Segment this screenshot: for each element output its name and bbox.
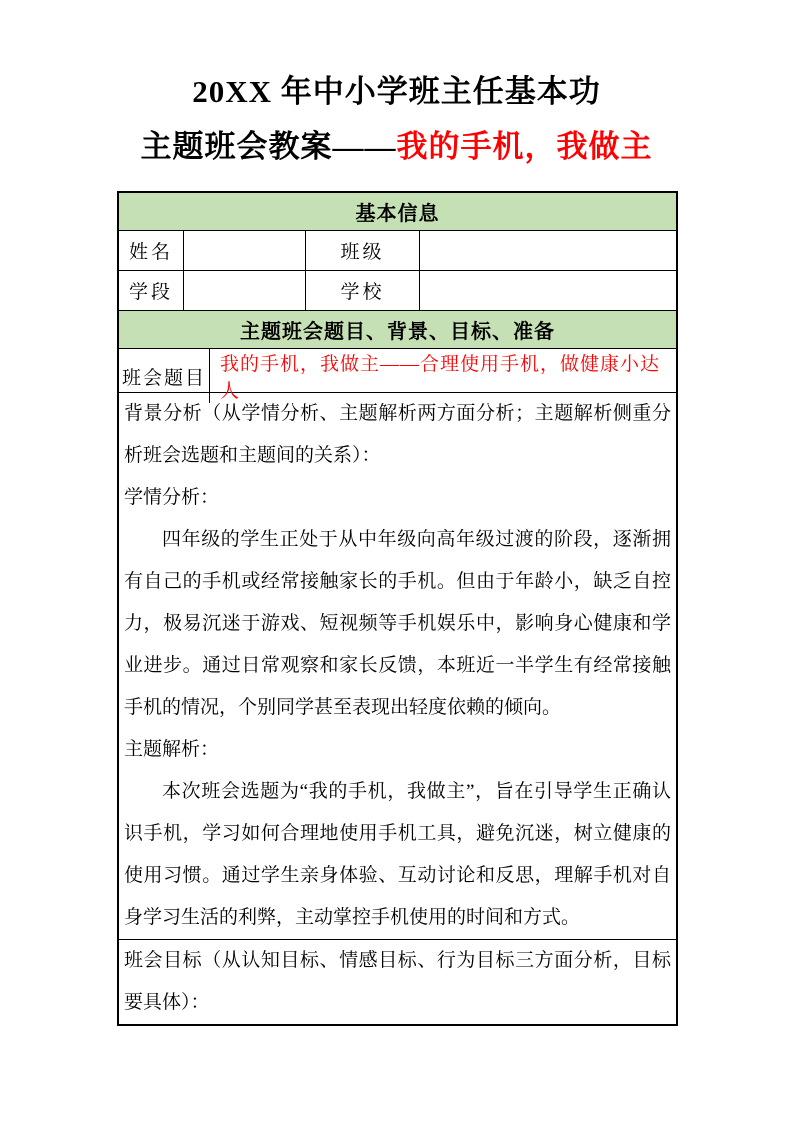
topic-label: 班会题目: [119, 349, 210, 403]
title-line-1: 20XX 年中小学班主任基本功: [192, 74, 601, 109]
stage-label: 学段: [119, 271, 184, 310]
topic-value: 我的手机，我做主——合理使用手机，做健康小达人: [220, 354, 661, 402]
section-header-topic-label: 主题班会题目、背景、目标、准备: [240, 321, 555, 343]
section-header-topic: [119, 311, 676, 349]
background-analysis-cell: [119, 393, 676, 940]
goals-heading: 班会目标（从认知目标、情感目标、行为目标三方面分析，目标要具体）：: [124, 950, 671, 1013]
section-header-basic-info: [119, 193, 676, 231]
class-label: 班级: [306, 231, 420, 270]
name-label: 姓名: [119, 231, 184, 270]
situation-analysis-text: 四年级的学生正处于从中年级向高年级过渡的阶段，逐渐拥有自己的手机或经常接触家长的手机。但由于年龄小，缺乏自控力，极易沉迷于游戏、短视频等手机娱乐中，影响身心健康和学业进步。通过日常观察和家长反馈，本班近一半学生有经常接触手机的情况，个别同学甚至表现出轻度依赖的倾向。: [124, 529, 671, 718]
theme-analysis-text: 本次班会选题为“我的手机，我做主”，旨在引导学生正确认识手机，学习如何合理地使用手机工具，避免沉迷，树立健康的使用习惯。通过学生亲身体验、互动讨论和反思，理解手机对自身学习生活的利弊，主动掌控手机使用的时间和方式。: [124, 781, 671, 928]
title-line-2-topic: 我的手机，我做主: [396, 129, 653, 164]
school-value-cell[interactable]: [420, 271, 676, 310]
section-header-basic-info-label: 基本信息: [355, 203, 440, 225]
document-title: [0, 0, 793, 174]
info-row-name-class: [119, 231, 676, 271]
goals-cell: [119, 940, 676, 1024]
stage-value-cell[interactable]: [184, 271, 306, 310]
lesson-plan-table: [117, 191, 678, 1026]
class-value-cell[interactable]: [420, 231, 676, 270]
topic-row: [119, 349, 676, 402]
title-line-2: [0, 119, 793, 174]
theme-analysis-heading: 主题解析：: [124, 739, 220, 760]
background-heading: 背景分析（从学情分析、主题解析两方面分析；主题解析侧重分析班会选题和主题间的关系）：: [124, 403, 671, 466]
title-line-2-prefix: 主题班会教案——: [140, 129, 397, 164]
info-row-stage-school: [119, 271, 676, 311]
situation-analysis-heading: 学情分析：: [124, 487, 220, 508]
school-label: 学校: [306, 271, 420, 310]
name-value-cell[interactable]: [184, 231, 306, 270]
